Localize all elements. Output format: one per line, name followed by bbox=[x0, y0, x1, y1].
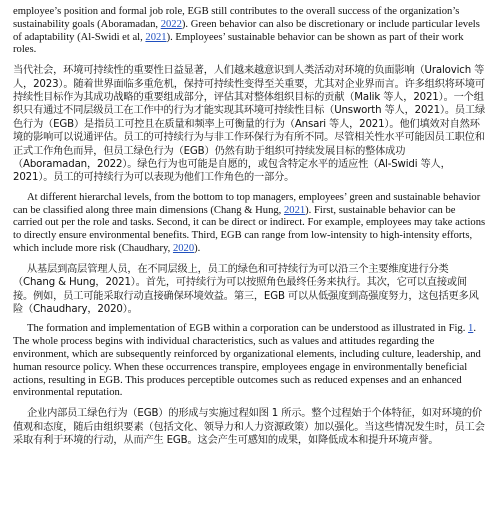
text-span: 当代社会，环境可持续性的重要性日益显著，人们越来越意识到人类活动对环境的负面影响（Uralovich 等人，2023）。随着世界面临多重危机，保持可持续性变得至关重要，尤其对企业界而言。许多组织将环境可持续性目标作为其成功战略的重要组成部分，评估其对整体组织目标的贡献（Malik 等人，2021）。一个组织只有通过不同层级员工在工作中的行为才能实现其环境可持续性目标（Unsworth 等人，2021）。员工绿色行为（EGB）是指员工可控且在质量和频率上可衡量的行为（Ansari 等人，2021）。他们填效对自然环境的影响可以说通评估。员工的可持续行为与非工作环保行为有所不同。尽管相关性水平可能因员工职位和正式工作角色而异，但员工绿色行为（EGB）仍然有助于组织可持续发展目标的整体成功（Aboramadan，2022）。绿色行为也可能是自愿的，或包含特定水平的适应性（Al-Swidi 等人，2021）。员工的可持续行为可以表现为他们工作角色的一部分。 bbox=[13, 65, 486, 184]
citation-link-2020[interactable]: 2020 bbox=[172, 243, 195, 255]
citation-link-2021[interactable]: 2021 bbox=[283, 204, 306, 216]
text-span: employee’s position and formal job role, EGB still contributes to the overall success of the organization’s sustainability goals (Aboramadan, bbox=[13, 6, 460, 30]
text-span: 企业内部员工绿色行为（EGB）的形成与实施过程如图 1 所示。整个过程始于个体特征，如对环境的价值观和态度，随后由组织要素（包括文化、领导力和人力资源政策）加以强化。当这些情况发生时，员工会采取有利于环境的行动，从而产生 EGB。这会产生可感知的成果，如降低成本和提升环境声誉。 bbox=[13, 408, 485, 447]
paragraph-zh-1 bbox=[13, 64, 487, 185]
text-span: ). First, sustainable behavior can be carried out per the role and tasks. Second, it can be direct or indirect. For example, employees may take actions to directly ensure environmental benefits. Third, EGB can range from low-intensity to high-intensity efforts, which include more risk (Chaudhary, bbox=[13, 204, 486, 255]
paragraph-en-3 bbox=[13, 323, 487, 400]
text-span: 从基层到高层管理人员，在不同层级上，员工的绿色和可持续行为可以沿三个主要维度进行分类（Chang & Hung，2021）。首先，可持续行为可以按照角色最终任务来执行。其次，它可以直接或间接。例如，员工可能采取行动直接确保环境效益。第三，EGB 可以从低强度到高强度努力，这包括更多风险（Chaudhary，2020）。 bbox=[13, 263, 479, 316]
figure-link-1[interactable]: 1 bbox=[468, 323, 474, 335]
paragraph-zh-2 bbox=[13, 263, 487, 317]
citation-link-2021[interactable]: 2021 bbox=[145, 31, 167, 43]
text-span: The formation and implementation of EGB within a corporation can be understood as illustrated in Fig. bbox=[27, 323, 469, 335]
citation-link-2022[interactable]: 2022 bbox=[160, 18, 182, 30]
text-span: . The whole process begins with individual characteristics, such as values and attitudes regarding the environment, which are subsequently reinforced by organizational elements, including culture, leadership, and human resource policy. When these occurrences transpire, employees engage in environmentally beneficial actions, resulting in EGB. This produces perceptible outcomes such as reduced expenses and an enhanced environmental reputation. bbox=[13, 323, 481, 399]
paragraph-en-1 bbox=[13, 6, 487, 57]
text-span: ). bbox=[194, 243, 201, 255]
text-span: At different hierarchal levels, from the bottom to top managers, employees’ green and sustainable behavior can be classified along three main dimensions (Chang & Hung, bbox=[13, 191, 481, 216]
paragraph-zh-3 bbox=[13, 407, 487, 447]
text-span: ). Employees’ sustainable behavior can be shown as part of their work roles. bbox=[13, 31, 464, 56]
text-span: ). Green behavior can also be discretionary or include particular levels of adaptability (Al-Swidi et al, bbox=[13, 18, 480, 43]
paragraph-en-2 bbox=[13, 192, 487, 256]
